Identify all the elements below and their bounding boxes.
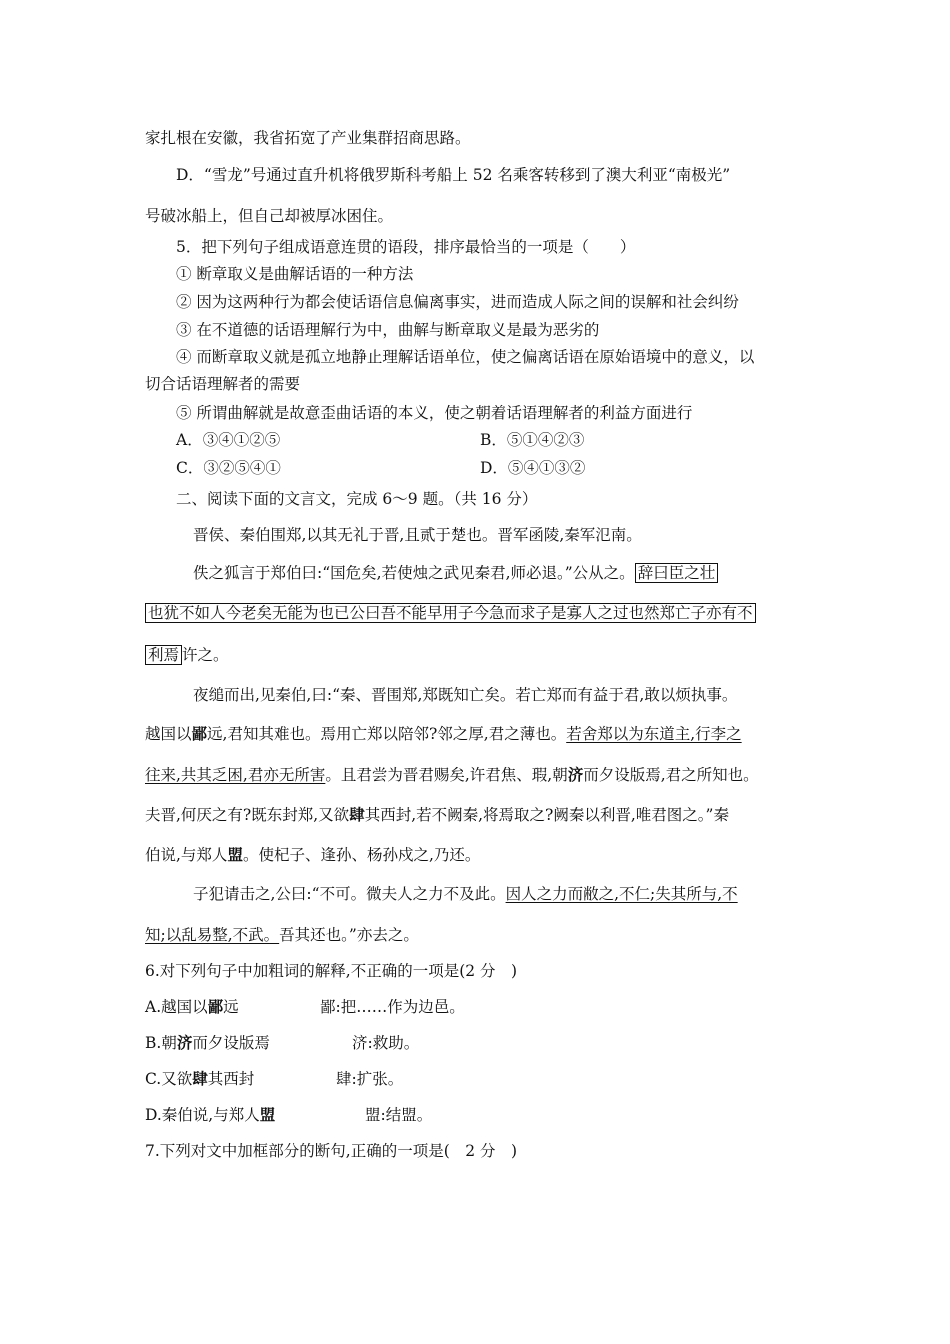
sentence-1: ① 断章取义是曲解话语的一种方法 [176,265,414,283]
passage-line: 伯说,与郑人盟。使杞子、逢孙、杨孙戍之,乃还。 [145,845,481,864]
sentence-4-cont: 切合话语理解者的需要 [145,375,301,393]
q6-option-a-explanation: 鄙:把……作为边邑。 [320,998,465,1016]
bold-word: 肆 [349,805,365,824]
underlined-phrase: 知;以乱易整,不武。 [145,926,280,944]
option-d: D．⑤④①③② [480,459,586,477]
q6-option-d-explanation: 盟:结盟。 [365,1106,433,1124]
bold-word: 济 [567,765,584,784]
bold-word: 盟 [227,845,243,864]
option-b: B．⑤①④②③ [480,431,585,449]
section-2-heading: 二、阅读下面的文言文，完成 6～9 题。（共 16 分） [176,490,538,508]
sentence-5: ⑤ 所谓曲解就是故意歪曲话语的本义，使之朝着话语理解者的利益方面进行 [176,404,693,422]
bold-word: 肆 [192,1069,208,1088]
passage-paragraph-3: 夜缒而出,见秦伯,曰:“秦、晋围郑,郑既知亡矣。若亡郑而有益于君,敢以烦执事。 [193,686,738,704]
passage-line [145,603,756,623]
passage-paragraph-4: 子犯请击之,公曰:“不可。微夫人之力不及此。因人之力而敝之,不仁;失其所与,不 [193,885,738,903]
bold-word: 鄙 [191,724,208,743]
passage-paragraph-1: 晋侯、秦伯围郑,以其无礼于晋,且贰于楚也。晋军函陵,秦军氾南。 [193,526,642,544]
boxed-passage: 利焉 [145,645,182,665]
passage-line: 知;以乱易整,不武。吾其还也。”亦去之。 [145,926,419,944]
bold-word: 盟 [259,1105,276,1124]
sentence-3: ③ 在不道德的话语理解行为中，曲解与断章取义是最为恶劣的 [176,321,600,339]
bold-word: 鄙 [207,997,224,1016]
q6-option-b: B.朝济而夕设版焉 [145,1033,270,1052]
q6-option-a: A.越国以鄙远 [145,997,239,1016]
passage-line: 往来,共其乏困,君亦无所害。且君尝为晋君赐矣,许君焦、瑕,朝济而夕设版焉,君之所知也。 [145,765,759,784]
sentence-4: ④ 而断章取义就是孤立地静止理解话语单位，使之偏离话语在原始语境中的意义，以 [176,348,755,366]
passage-line: 越国以鄙远,君知其难也。焉用亡郑以陪邻?邻之厚,君之薄也。若舍郑以为东道主,行李之 [145,724,742,743]
question-7: 7.下列对文中加框部分的断句,正确的一项是( 2 分 ) [145,1142,518,1160]
q6-option-b-explanation: 济:救助。 [352,1034,420,1052]
text-line: 家扎根在安徽，我省拓宽了产业集群招商思路。 [145,129,471,147]
option-c: C．③②⑤④① [176,459,281,477]
passage-paragraph-2 [193,563,718,583]
question-5: 5．把下列句子组成语意连贯的语段，排序最恰当的一项是（ ） [176,238,636,256]
text-line: 号破冰船上，但自己却被厚冰困住。 [145,207,394,225]
underlined-phrase: 往来,共其乏困,君亦无所害 [145,766,326,784]
sentence-2: ② 因为这两种行为都会使话语信息偏离事实，进而造成人际之间的误解和社会纠纷 [176,293,739,311]
q6-option-d: D.秦伯说,与郑人盟 [145,1105,276,1124]
question-6: 6.对下列句子中加粗词的解释,不正确的一项是(2 分 ) [145,962,518,980]
option-d-line: D．“雪龙”号通过直升机将俄罗斯科考船上 52 名乘客转移到了澳大利亚“南极光” [176,166,731,184]
passage-text: 佚之狐言于郑伯曰:“国危矣,若使烛之武见秦君,师必退。”公从之。 [193,564,635,582]
option-a: A．③④①②⑤ [176,431,281,449]
bold-word: 济 [176,1033,193,1052]
q6-option-c: C.又欲肆其西封 [145,1069,255,1088]
underlined-phrase: 因人之力而敝之,不仁;失其所与,不 [505,885,738,903]
boxed-passage: 辞曰臣之壮 [635,563,719,583]
boxed-passage: 也犹不如人今老矣无能为也已公曰吾不能早用子今急而求子是寡人之过也然郑亡子亦有不 [145,603,756,623]
passage-line: 夫晋,何厌之有?既东封郑,又欲肆其西封,若不阙秦,将焉取之?阙秦以利晋,唯君图之。”秦 [145,805,729,824]
passage-text: 许之。 [182,646,229,664]
q6-option-c-explanation: 肆:扩张。 [336,1070,404,1088]
passage-line [145,645,229,665]
underlined-phrase: 若舍郑以为东道主,行李之 [566,725,742,743]
